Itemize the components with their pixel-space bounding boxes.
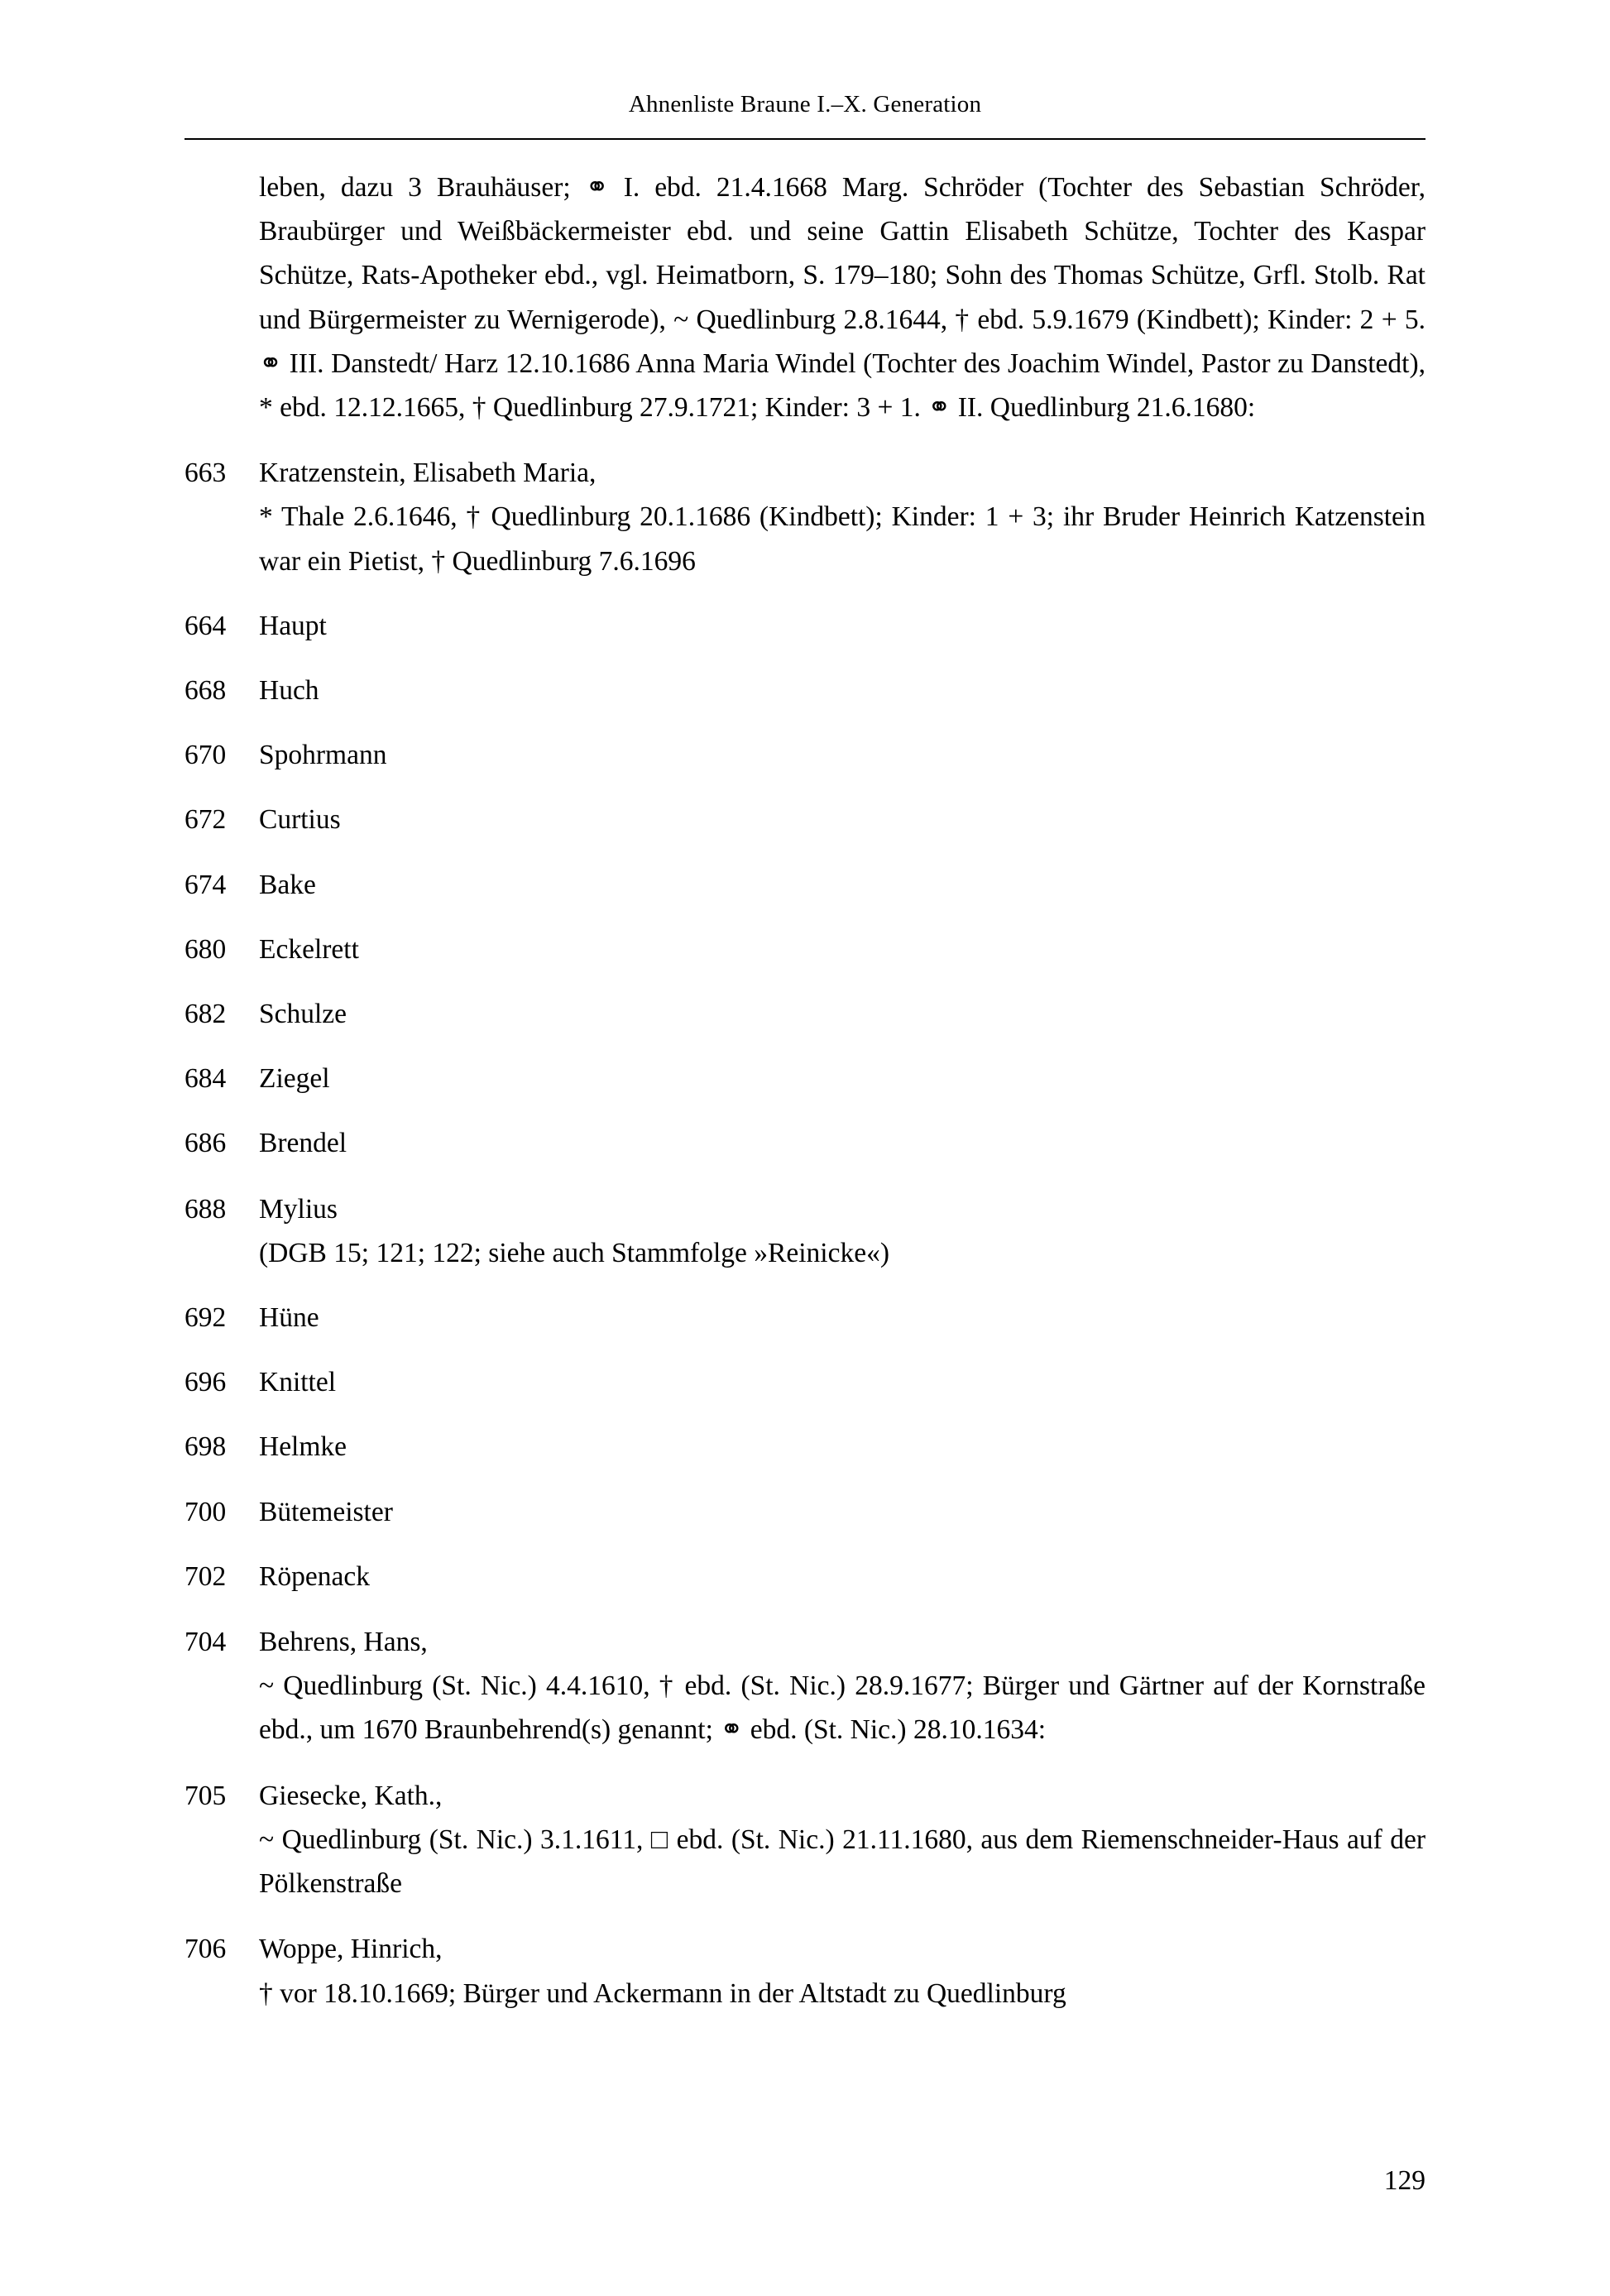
page-number: 129 bbox=[1383, 2165, 1426, 2196]
entry-number: 663 bbox=[184, 458, 227, 489]
ancestor-entry bbox=[184, 1121, 1426, 1165]
entry-number: 670 bbox=[184, 740, 227, 771]
ancestor-entry bbox=[184, 1057, 1426, 1100]
ancestor-entry bbox=[184, 1620, 1426, 1752]
ancestor-entry bbox=[184, 863, 1426, 907]
entry-name: Giesecke, Kath., bbox=[259, 1780, 443, 1811]
entry-number: 704 bbox=[184, 1627, 227, 1658]
entry-name: Mylius bbox=[259, 1193, 338, 1225]
ancestor-entry bbox=[184, 1425, 1426, 1469]
entry-number: 684 bbox=[184, 1063, 227, 1095]
entry-detail: ~ Quedlinburg (St. Nic.) 3.1.1611, □ ebd. (St. Nic.) 21.11.1680, aus dem Riemenschneider-Haus auf der Pölkenstraße bbox=[259, 1824, 1426, 1900]
entry-name: Haupt bbox=[259, 610, 327, 641]
entry-name: Bütemeister bbox=[259, 1496, 393, 1527]
entry-number: 705 bbox=[184, 1780, 227, 1811]
ancestor-entry bbox=[184, 669, 1426, 712]
entry-name: Knittel bbox=[259, 1367, 337, 1398]
ancestor-entry bbox=[184, 451, 1426, 583]
entry-name: Hüne bbox=[259, 1302, 319, 1334]
entry-detail: (DGB 15; 121; 122; siehe auch Stammfolge »Reinicke«) bbox=[259, 1237, 889, 1268]
entry-number: 682 bbox=[184, 999, 227, 1030]
entry-detail: ~ Quedlinburg (St. Nic.) 4.4.1610, † ebd. (St. Nic.) 28.9.1677; Bürger und Gärtner auf der Kornstraße ebd., um 1670 Braunbehrend(s) genannt; ⚭ ebd. (St. Nic.) 28.10.1634: bbox=[259, 1670, 1426, 1746]
entry-number: 702 bbox=[184, 1560, 227, 1592]
entry-detail: † vor 18.10.1669; Bürger und Ackermann in der Altstadt zu Quedlinburg bbox=[259, 1977, 1066, 2009]
running-header: Ahnenliste Braune I.–X. Generation bbox=[628, 91, 982, 117]
entry-name: Spohrmann bbox=[259, 740, 387, 771]
entry-name: Eckelrett bbox=[259, 933, 359, 965]
entry-name: Bake bbox=[259, 869, 316, 900]
entry-number: 706 bbox=[184, 1934, 227, 1965]
entry-name: Schulze bbox=[259, 999, 347, 1030]
entry-name: Röpenack bbox=[259, 1560, 370, 1592]
ancestor-entry bbox=[184, 798, 1426, 841]
entry-name: Brendel bbox=[259, 1128, 347, 1159]
entry-number: 700 bbox=[184, 1496, 227, 1527]
entry-number: 698 bbox=[184, 1431, 227, 1463]
entry-number: 688 bbox=[184, 1193, 227, 1225]
ancestor-entry bbox=[184, 733, 1426, 777]
ancestor-entry bbox=[184, 1927, 1426, 2015]
entry-number: 680 bbox=[184, 933, 227, 965]
entry-number: 674 bbox=[184, 869, 227, 900]
ancestor-entry bbox=[184, 1296, 1426, 1340]
ancestor-entry bbox=[184, 992, 1426, 1036]
entry-detail: * Thale 2.6.1646, † Quedlinburg 20.1.1686 (Kindbett); Kinder: 1 + 3; ihr Bruder Heinrich Katzenstein war ein Pietist, † Quedlinburg 7.6.1696 bbox=[259, 501, 1426, 577]
ancestor-entry bbox=[184, 928, 1426, 971]
entry-name: Kratzenstein, Elisabeth Maria, bbox=[259, 458, 597, 489]
entry-number: 686 bbox=[184, 1128, 227, 1159]
entry-name: Woppe, Hinrich, bbox=[259, 1934, 443, 1965]
entry-number: 668 bbox=[184, 675, 227, 707]
ancestor-entry bbox=[184, 1555, 1426, 1599]
entry-number: 696 bbox=[184, 1367, 227, 1398]
ancestor-entry bbox=[184, 604, 1426, 648]
ancestor-entry bbox=[184, 1774, 1426, 1906]
entry-number: 672 bbox=[184, 804, 227, 836]
header-rule bbox=[184, 138, 1426, 140]
entry-name: Huch bbox=[259, 675, 319, 707]
lead-paragraph: leben, dazu 3 Brauhäuser; ⚭ I. ebd. 21.4.1668 Marg. Schröder (Tochter des Sebastian Schröder, Braubürger und Weißbäckermeister ebd. und seine Gattin Elisabeth Schütze, Tochter des Kaspar Schütze, Rats-Apotheker ebd., vgl. Heimatborn, S. 179–180; Sohn des Thomas Schütze, Grfl. Stolb. Rat und Bürgermeister zu Wernigerode), ~ Quedlinburg 2.8.1644, † ebd. 5.9.1679 (Kindbett); Kinder: 2 + 5. ⚭ III. Danstedt/ Harz 12.10.1686 Anna Maria Windel (Tochter des Joachim Windel, Pastor zu Danstedt), * ebd. 12.12.1665, † Quedlinburg 27.9.1721; Kinder: 3 + 1. ⚭ II. Quedlinburg 21.6.1680: bbox=[259, 172, 1426, 424]
entry-name: Ziegel bbox=[259, 1063, 330, 1095]
ancestor-entry bbox=[184, 1187, 1426, 1275]
ancestor-entry bbox=[184, 1360, 1426, 1404]
entry-name: Helmke bbox=[259, 1431, 347, 1463]
entry-number: 664 bbox=[184, 610, 227, 641]
entry-name: Behrens, Hans, bbox=[259, 1627, 428, 1658]
page-body bbox=[184, 165, 1426, 2016]
ancestor-entry bbox=[184, 1490, 1426, 1534]
entry-name: Curtius bbox=[259, 804, 341, 836]
entry-number: 692 bbox=[184, 1302, 227, 1334]
